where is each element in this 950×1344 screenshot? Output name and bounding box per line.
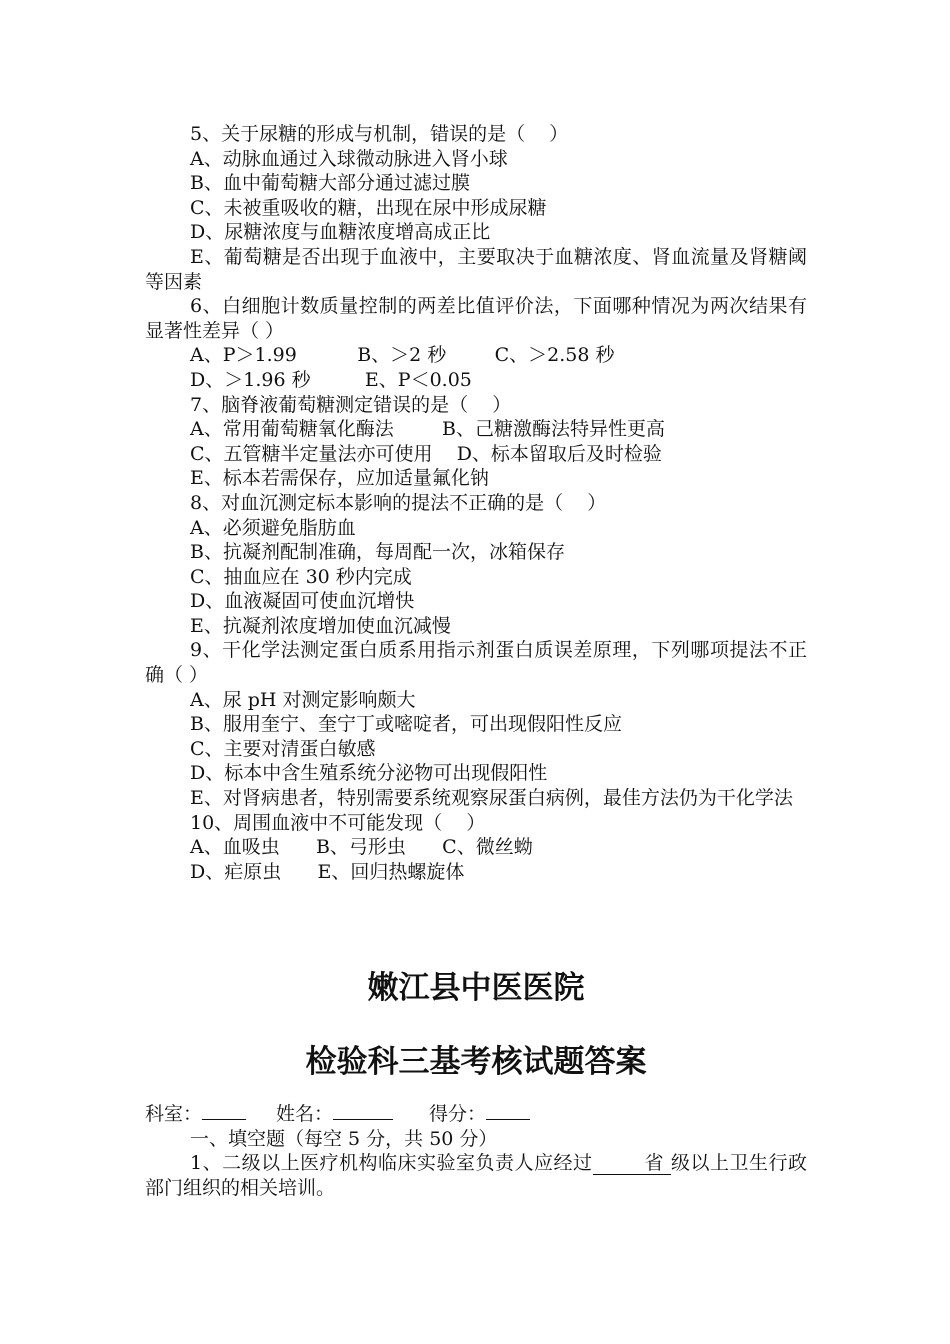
question-option: D、尿糖浓度与血糖浓度增高成正比 [190,221,491,244]
question-stem: 10、周围血液中不可能发现（ ） [190,811,486,834]
exam-title: 检验科三基考核试题答案 [305,1044,647,1080]
info-row [145,1102,807,1127]
question-option: C、未被重吸收的糖，出现在尿中形成尿糖 [190,196,547,219]
question-stem: 7、脑脊液葡萄糖测定错误的是（ ） [190,393,512,416]
question-stem: 6、白细胞计数质量控制的两差比值评价法，下面哪种情况为两次结果有显著性差异（ ） [145,295,807,342]
question-option: B、服用奎宁、奎宁丁或嘧啶者，可出现假阳性反应 [190,713,622,736]
question-option: D、标本中含生殖系统分泌物可出现假阳性 [190,762,548,785]
question-option: C、主要对清蛋白敏感 [190,737,376,760]
question-option: E、标本若需保存，应加适量氟化钠 [190,467,489,490]
question-option: B、血中葡萄糖大部分通过滤过膜 [190,172,470,195]
question-option: A、尿 pH 对测定影响颇大 [190,688,416,711]
score-label: 得分： [429,1103,487,1125]
section-heading: 一、填空题（每空 5 分，共 50 分） [190,1127,498,1150]
question-option: E、葡萄糖是否出现于血液中，主要取决于血糖浓度、肾血流量及肾糖阈等因素 [145,245,807,293]
question-option: D、血液凝固可使血沉增快 [190,590,415,613]
hospital-name: 嫩江县中医医院 [367,970,585,1006]
fill-question [145,1151,807,1200]
name-label: 姓名： [276,1103,334,1125]
question-option: A、必须避免脂肪血 [190,516,356,539]
question-stem: 9、干化学法测定蛋白质系用指示剂蛋白质误差原理，下列哪项提法不正确（ ） [145,639,807,687]
question-option: E、对肾病患者，特别需要系统观察尿蛋白病例，最佳方法仍为干化学法 [190,787,793,810]
question-stem: 8、对血沉测定标本影响的提法不正确的是（ ） [190,491,607,514]
question-option: D、＞1.96 秒 E、P＜0.05 [190,368,472,391]
answer-sheet [145,1102,807,1200]
question-option: E、抗凝剂浓度增加使血沉减慢 [190,614,451,637]
question-option: B、抗凝剂配制准确，每周配一次，冰箱保存 [190,541,565,564]
dept-field[interactable] [202,1119,246,1120]
question-option: A、常用葡萄糖氧化酶法 B、己糖激酶法特异性更高 [190,418,666,441]
fill-answer: 省 [593,1152,671,1175]
dept-label: 科室： [145,1103,203,1125]
name-field[interactable] [333,1119,393,1120]
question-option: C、五管糖半定量法亦可使用 D、标本留取后及时检验 [190,442,662,465]
question-option: D、疟原虫 E、回归热螺旋体 [190,860,465,883]
fill-question-text: 1、二级以上医疗机构临床实验室负责人应经过 [190,1152,593,1175]
question-stem: 5、关于尿糖的形成与机制，错误的是（ ） [190,123,569,145]
question-list [145,122,807,884]
score-field[interactable] [486,1119,530,1120]
question-option: C、抽血应在 30 秒内完成 [190,565,412,588]
question-option: A、P＞1.99 B、＞2 秒 C、＞2.58 秒 [190,344,615,367]
question-option: A、动脉血通过入球微动脉进入肾小球 [190,147,508,170]
question-option: A、血吸虫 B、弓形虫 C、微丝蚴 [190,836,533,859]
fill-question-text: 级以上卫生行政部门组织的相关培训。 [145,1152,807,1199]
